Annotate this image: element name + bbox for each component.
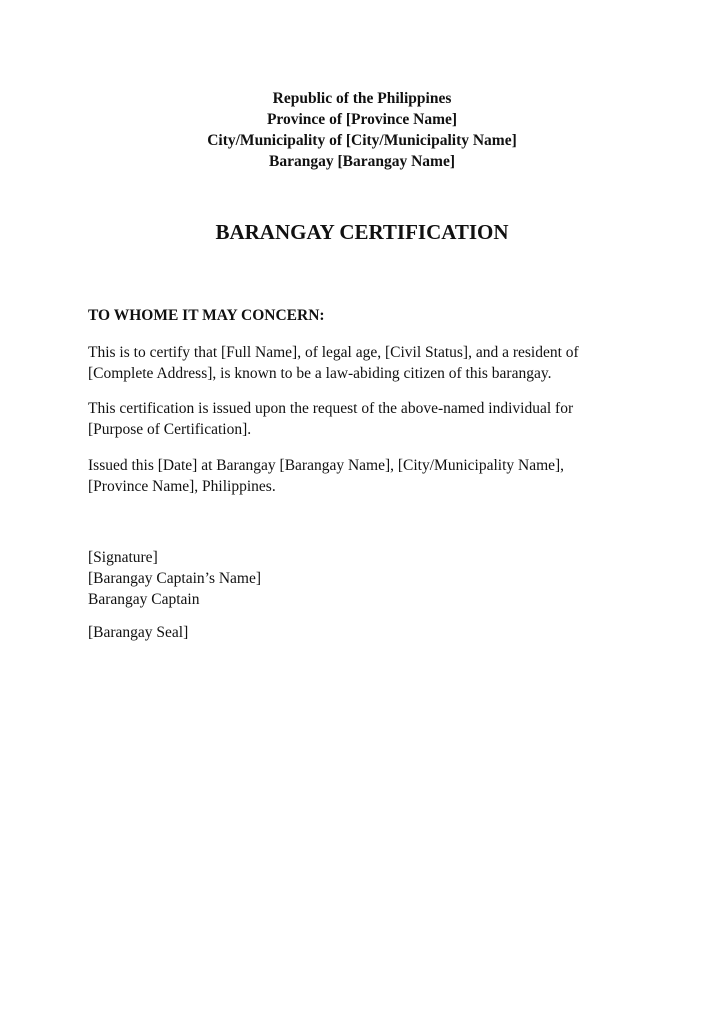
issuance-paragraph xyxy=(88,455,648,497)
paragraph-line: Issued this [Date] at Barangay [Barangay Name], [City/Municipality Name], xyxy=(88,457,565,474)
purpose-paragraph xyxy=(88,398,648,440)
captain-name: [Barangay Captain’s Name] xyxy=(88,570,262,587)
signature-block xyxy=(88,547,648,610)
letterhead-barangay: Barangay [Barangay Name] xyxy=(269,153,455,170)
document-title: BARANGAY CERTIFICATION xyxy=(215,220,509,244)
certification-paragraph xyxy=(88,342,648,384)
paragraph-line: This certification is issued upon the request of the above-named individual for xyxy=(88,400,574,417)
signature-placeholder: [Signature] xyxy=(88,549,158,566)
paragraph-line: [Province Name], Philippines. xyxy=(88,478,276,495)
letterhead-country: Republic of the Philippines xyxy=(272,90,452,107)
paragraph-line: [Complete Address], is known to be a law-abiding citizen of this barangay. xyxy=(88,365,552,382)
captain-title: Barangay Captain xyxy=(88,591,200,608)
letterhead-city: City/Municipality of [City/Municipality Name] xyxy=(207,132,517,149)
letterhead-province: Province of [Province Name] xyxy=(266,111,458,128)
letterhead xyxy=(0,88,724,172)
barangay-seal: [Barangay Seal] xyxy=(88,624,189,641)
paragraph-line: This is to certify that [Full Name], of legal age, [Civil Status], and a resident of xyxy=(88,344,579,361)
paragraph-line: [Purpose of Certification]. xyxy=(88,421,252,438)
salutation: TO WHOME IT MAY CONCERN: xyxy=(88,307,325,324)
